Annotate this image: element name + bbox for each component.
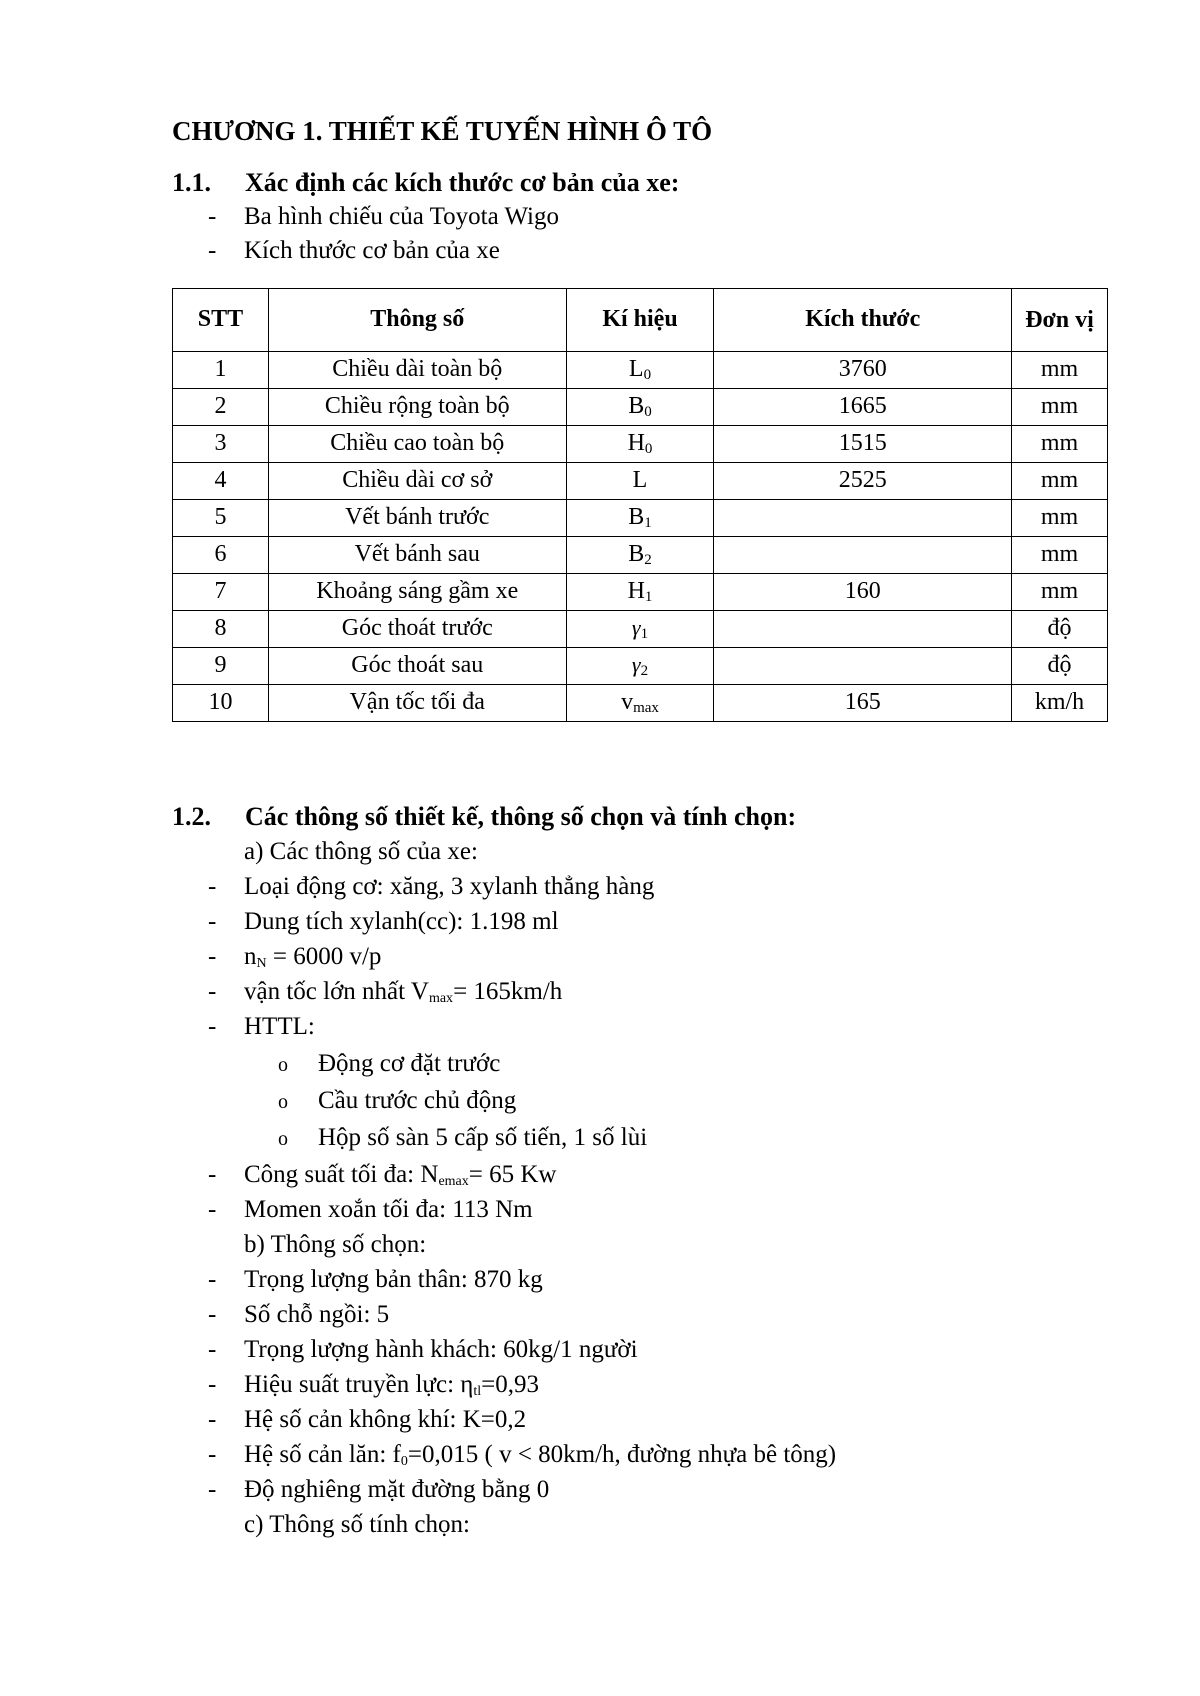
- section-number: 1.2.: [172, 802, 211, 831]
- list-item-text: Hệ số cản không khí: K=0,2: [244, 1406, 527, 1433]
- subsection-b: b) Thông số chọn:: [244, 1231, 427, 1258]
- table-row: [173, 389, 1108, 426]
- cell-value: [714, 648, 1012, 685]
- list-item-text: Hiệu suất truyền lực: $\eta_{tl}=0,93$: [244, 1371, 539, 1399]
- cell-value: 1665: [714, 389, 1012, 426]
- sub-bullet-circle: o: [278, 1091, 288, 1113]
- cell-unit: km/h: [1012, 685, 1108, 722]
- cell-stt: 7: [173, 574, 269, 611]
- cell-symbol: $H_1$: [566, 574, 714, 611]
- cell-param: Vết bánh sau: [268, 537, 566, 574]
- list-item-text: Trọng lượng hành khách: 60kg/1 người: [244, 1336, 638, 1363]
- section-number: 1.1.: [172, 168, 211, 197]
- list-item: [172, 1336, 1072, 1368]
- list-item: [172, 978, 1072, 1010]
- cell-unit: mm: [1012, 426, 1108, 463]
- list-item: [172, 1161, 1072, 1193]
- sub-bullet-circle: o: [278, 1128, 288, 1150]
- bullet-dash: -: [208, 1441, 217, 1468]
- list-item: [172, 1266, 1072, 1298]
- table-header-row: [173, 289, 1108, 352]
- cell-param: Chiều dài cơ sở: [268, 463, 566, 500]
- section-title: Các thông số thiết kế, thông số chọn và tính chọn:: [245, 802, 797, 831]
- cell-stt: 6: [173, 537, 269, 574]
- column-header-stt: STT: [173, 289, 269, 352]
- table-row: [173, 574, 1108, 611]
- list-item: [172, 873, 1072, 905]
- table-row: [173, 611, 1108, 648]
- bullet-dash: -: [208, 1196, 217, 1223]
- list-item-text: Ba hình chiếu của Toyota Wigo: [244, 203, 560, 230]
- cell-unit: mm: [1012, 352, 1108, 389]
- cell-unit: mm: [1012, 500, 1108, 537]
- cell-param: Chiều rộng toàn bộ: [268, 389, 566, 426]
- cell-symbol: $L_0$: [566, 352, 714, 389]
- cell-value: [714, 611, 1012, 648]
- list-item: [172, 203, 972, 235]
- table-row: [173, 426, 1108, 463]
- cell-unit: mm: [1012, 537, 1108, 574]
- list-item-text: Loại động cơ: xăng, 3 xylanh thẳng hàng: [244, 873, 655, 900]
- bullet-dash: -: [208, 1301, 217, 1328]
- table-row: [173, 648, 1108, 685]
- bullet-dash: -: [208, 1406, 217, 1433]
- subsection-c: c) Thông số tính chọn:: [244, 1511, 470, 1538]
- cell-symbol: L: [566, 463, 714, 500]
- sub-list-item: [172, 1050, 1072, 1082]
- column-header-unit: Đơn vị: [1012, 289, 1108, 352]
- bullet-dash: -: [208, 873, 217, 900]
- bullet-dash: -: [208, 1161, 217, 1188]
- bullet-dash: -: [208, 203, 217, 230]
- list-item-text: Số chỗ ngồi: 5: [244, 1301, 390, 1328]
- list-item-text: HTTL:: [244, 1013, 315, 1040]
- chapter-title: CHƯƠNG 1. THIẾT KẾ TUYẾN HÌNH Ô TÔ: [172, 116, 713, 146]
- cell-value: 1515: [714, 426, 1012, 463]
- section-heading-1-2: [172, 802, 1072, 834]
- list-item-text: Độ nghiêng mặt đường bằng 0: [244, 1476, 550, 1503]
- bullet-dash: -: [208, 1266, 217, 1293]
- sub-list-item-text: Động cơ đặt trước: [318, 1050, 501, 1077]
- column-header-value: Kích thước: [714, 289, 1012, 352]
- sub-bullet-circle: o: [278, 1054, 288, 1076]
- cell-param: Vận tốc tối đa: [268, 685, 566, 722]
- list-item-text: vận tốc lớn nhất $V_{max}= 165km/h$: [244, 978, 563, 1006]
- cell-unit: mm: [1012, 574, 1108, 611]
- list-item: [172, 908, 1072, 940]
- bullet-dash: -: [208, 1476, 217, 1503]
- bullet-dash: -: [208, 237, 217, 264]
- subsection-a: a) Các thông số của xe:: [244, 838, 478, 865]
- cell-symbol: $H_0$: [566, 426, 714, 463]
- cell-unit: mm: [1012, 389, 1108, 426]
- cell-value: 160: [714, 574, 1012, 611]
- bullet-dash: -: [208, 1013, 217, 1040]
- spec-table: [172, 288, 1108, 722]
- cell-symbol: $B_2$: [566, 537, 714, 574]
- sub-list-item: [172, 1087, 1072, 1119]
- list-item: [172, 1301, 1072, 1333]
- cell-param: Góc thoát trước: [268, 611, 566, 648]
- cell-value: 2525: [714, 463, 1012, 500]
- cell-stt: 4: [173, 463, 269, 500]
- cell-stt: 1: [173, 352, 269, 389]
- bullet-dash: -: [208, 1336, 217, 1363]
- table-row: [173, 500, 1108, 537]
- bullet-dash: -: [208, 1371, 217, 1398]
- cell-stt: 2: [173, 389, 269, 426]
- cell-symbol: $\gamma_2$: [566, 648, 714, 685]
- sub-list-item-text: Hộp số sàn 5 cấp số tiến, 1 số lùi: [318, 1124, 648, 1151]
- cell-symbol: $B_0$: [566, 389, 714, 426]
- list-item: [172, 1371, 1072, 1403]
- list-item: [172, 1476, 1072, 1508]
- cell-unit: độ: [1012, 648, 1108, 685]
- cell-stt: 3: [173, 426, 269, 463]
- list-item-text: Trọng lượng bản thân: 870 kg: [244, 1266, 543, 1293]
- table-row: [173, 537, 1108, 574]
- list-item-text: Công suất tối đa: $N_{emax}= 65$ Kw: [244, 1161, 557, 1189]
- table-row: [173, 352, 1108, 389]
- list-item: [172, 943, 1072, 975]
- cell-stt: 10: [173, 685, 269, 722]
- cell-stt: 9: [173, 648, 269, 685]
- cell-param: Vết bánh trước: [268, 500, 566, 537]
- cell-param: Chiều dài toàn bộ: [268, 352, 566, 389]
- list-item-text: Dung tích xylanh(cc): 1.198 ml: [244, 908, 559, 935]
- list-item: [172, 1196, 1072, 1228]
- cell-param: Khoảng sáng gầm xe: [268, 574, 566, 611]
- list-item-text: Hệ số cản lăn: $f_0=0,015$ ( v < 80km/h, đường nhựa bê tông): [244, 1441, 837, 1469]
- cell-symbol: $\gamma_1$: [566, 611, 714, 648]
- cell-symbol: $B_1$: [566, 500, 714, 537]
- cell-param: Góc thoát sau: [268, 648, 566, 685]
- list-item: [172, 237, 972, 269]
- cell-value: [714, 537, 1012, 574]
- cell-unit: mm: [1012, 463, 1108, 500]
- sub-list-item: [172, 1124, 1072, 1156]
- list-item: [172, 1406, 1072, 1438]
- cell-stt: 5: [173, 500, 269, 537]
- section-heading-1-1: [172, 168, 972, 200]
- sub-list-item-text: Cầu trước chủ động: [318, 1087, 517, 1114]
- table-row: [173, 685, 1108, 722]
- list-item-text: Kích thước cơ bản của xe: [244, 237, 500, 264]
- list-item-text: $n_N = 6000$ v/p: [244, 943, 382, 971]
- column-header-symbol: Kí hiệu: [566, 289, 714, 352]
- cell-symbol: $v_{max}$: [566, 685, 714, 722]
- cell-value: [714, 500, 1012, 537]
- list-item-text: Momen xoắn tối đa: 113 Nm: [244, 1196, 533, 1223]
- column-header-param: Thông số: [268, 289, 566, 352]
- bullet-dash: -: [208, 943, 217, 970]
- section-title: Xác định các kích thước cơ bản của xe:: [245, 168, 680, 197]
- table-row: [173, 463, 1108, 500]
- cell-value: 165: [714, 685, 1012, 722]
- cell-unit: độ: [1012, 611, 1108, 648]
- bullet-dash: -: [208, 978, 217, 1005]
- bullet-dash: -: [208, 908, 217, 935]
- cell-param: Chiều cao toàn bộ: [268, 426, 566, 463]
- cell-stt: 8: [173, 611, 269, 648]
- list-item: [172, 1013, 1072, 1045]
- list-item: [172, 1441, 1132, 1473]
- cell-value: 3760: [714, 352, 1012, 389]
